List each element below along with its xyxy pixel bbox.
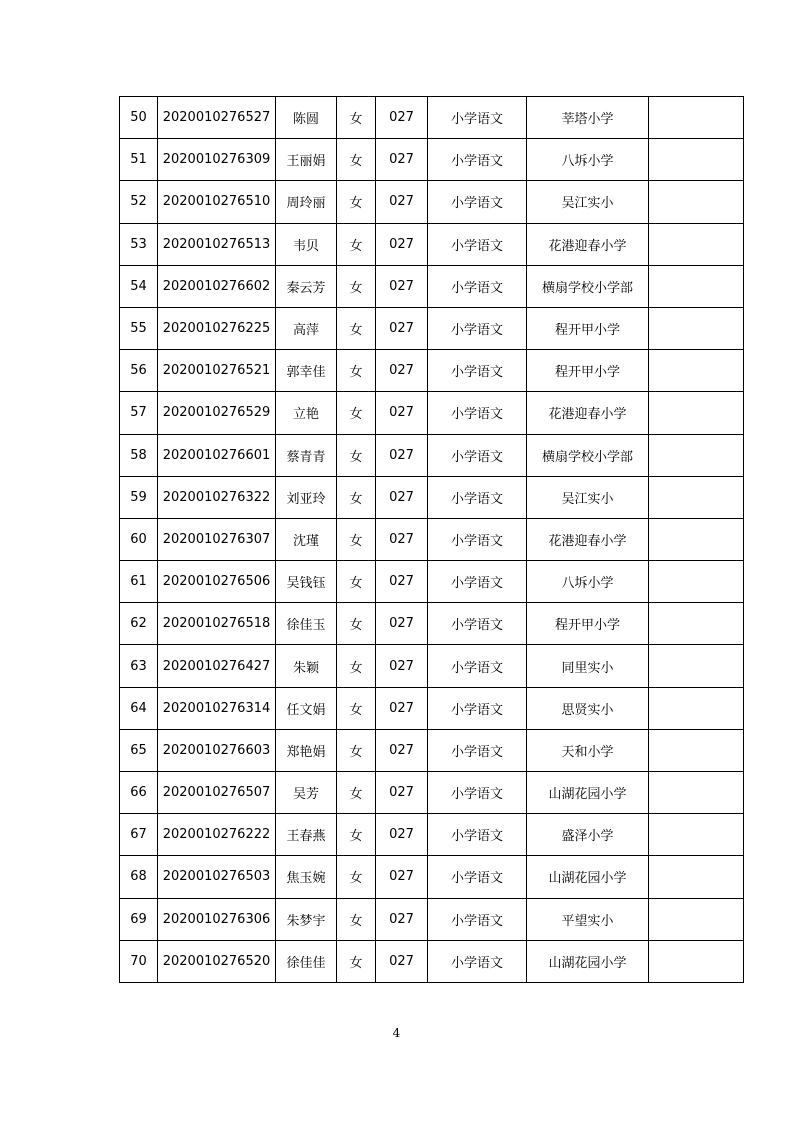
candidate-id-cell: 2020010276527 bbox=[158, 97, 276, 139]
table-row bbox=[120, 603, 744, 645]
school-cell: 八坼小学 bbox=[527, 139, 649, 181]
name-cell: 吴芳 bbox=[276, 772, 337, 814]
table-row bbox=[120, 729, 744, 771]
subject-cell: 小学语文 bbox=[428, 898, 527, 940]
position-code-cell: 027 bbox=[376, 350, 428, 392]
subject-cell: 小学语文 bbox=[428, 223, 527, 265]
position-code-cell: 027 bbox=[376, 223, 428, 265]
gender-cell: 女 bbox=[337, 729, 376, 771]
subject-cell: 小学语文 bbox=[428, 856, 527, 898]
school-cell: 同里实小 bbox=[527, 645, 649, 687]
gender-cell: 女 bbox=[337, 856, 376, 898]
position-code-cell: 027 bbox=[376, 603, 428, 645]
candidate-id-cell: 2020010276602 bbox=[158, 265, 276, 307]
school-cell: 程开甲小学 bbox=[527, 350, 649, 392]
subject-cell: 小学语文 bbox=[428, 687, 527, 729]
position-code-cell: 027 bbox=[376, 687, 428, 729]
position-code-cell: 027 bbox=[376, 265, 428, 307]
school-cell: 花港迎春小学 bbox=[527, 223, 649, 265]
row-number-cell: 64 bbox=[120, 687, 158, 729]
school-cell: 程开甲小学 bbox=[527, 307, 649, 349]
row-number-cell: 59 bbox=[120, 476, 158, 518]
candidate-id-cell: 2020010276520 bbox=[158, 940, 276, 982]
candidate-id-cell: 2020010276603 bbox=[158, 729, 276, 771]
school-cell: 横扇学校小学部 bbox=[527, 434, 649, 476]
school-cell: 天和小学 bbox=[527, 729, 649, 771]
subject-cell: 小学语文 bbox=[428, 729, 527, 771]
remark-cell bbox=[649, 139, 744, 181]
name-cell: 郭幸佳 bbox=[276, 350, 337, 392]
remark-cell bbox=[649, 772, 744, 814]
candidate-id-cell: 2020010276510 bbox=[158, 181, 276, 223]
remark-cell bbox=[649, 856, 744, 898]
row-number-cell: 67 bbox=[120, 814, 158, 856]
roster-body bbox=[120, 97, 744, 983]
remark-cell bbox=[649, 518, 744, 560]
subject-cell: 小学语文 bbox=[428, 476, 527, 518]
gender-cell: 女 bbox=[337, 139, 376, 181]
candidate-id-cell: 2020010276506 bbox=[158, 561, 276, 603]
remark-cell bbox=[649, 729, 744, 771]
remark-cell bbox=[649, 561, 744, 603]
subject-cell: 小学语文 bbox=[428, 97, 527, 139]
table-row bbox=[120, 518, 744, 560]
gender-cell: 女 bbox=[337, 350, 376, 392]
subject-cell: 小学语文 bbox=[428, 139, 527, 181]
row-number-cell: 52 bbox=[120, 181, 158, 223]
school-cell: 吴江实小 bbox=[527, 181, 649, 223]
candidate-id-cell: 2020010276309 bbox=[158, 139, 276, 181]
row-number-cell: 55 bbox=[120, 307, 158, 349]
gender-cell: 女 bbox=[337, 645, 376, 687]
position-code-cell: 027 bbox=[376, 476, 428, 518]
name-cell: 徐佳玉 bbox=[276, 603, 337, 645]
row-number-cell: 56 bbox=[120, 350, 158, 392]
table-row bbox=[120, 687, 744, 729]
school-cell: 莘塔小学 bbox=[527, 97, 649, 139]
row-number-cell: 63 bbox=[120, 645, 158, 687]
row-number-cell: 61 bbox=[120, 561, 158, 603]
remark-cell bbox=[649, 814, 744, 856]
candidate-id-cell: 2020010276507 bbox=[158, 772, 276, 814]
remark-cell bbox=[649, 223, 744, 265]
gender-cell: 女 bbox=[337, 181, 376, 223]
page-number: 4 bbox=[392, 1026, 401, 1040]
name-cell: 周玲丽 bbox=[276, 181, 337, 223]
name-cell: 蔡青青 bbox=[276, 434, 337, 476]
position-code-cell: 027 bbox=[376, 772, 428, 814]
position-code-cell: 027 bbox=[376, 518, 428, 560]
position-code-cell: 027 bbox=[376, 729, 428, 771]
position-code-cell: 027 bbox=[376, 181, 428, 223]
gender-cell: 女 bbox=[337, 97, 376, 139]
gender-cell: 女 bbox=[337, 265, 376, 307]
table-row bbox=[120, 645, 744, 687]
gender-cell: 女 bbox=[337, 434, 376, 476]
gender-cell: 女 bbox=[337, 772, 376, 814]
row-number-cell: 51 bbox=[120, 139, 158, 181]
name-cell: 朱梦宇 bbox=[276, 898, 337, 940]
position-code-cell: 027 bbox=[376, 561, 428, 603]
row-number-cell: 62 bbox=[120, 603, 158, 645]
candidate-id-cell: 2020010276222 bbox=[158, 814, 276, 856]
school-cell: 山湖花园小学 bbox=[527, 856, 649, 898]
position-code-cell: 027 bbox=[376, 97, 428, 139]
table-row bbox=[120, 814, 744, 856]
candidate-id-cell: 2020010276306 bbox=[158, 898, 276, 940]
subject-cell: 小学语文 bbox=[428, 392, 527, 434]
remark-cell bbox=[649, 603, 744, 645]
candidate-id-cell: 2020010276529 bbox=[158, 392, 276, 434]
subject-cell: 小学语文 bbox=[428, 518, 527, 560]
remark-cell bbox=[649, 350, 744, 392]
school-cell: 思贤实小 bbox=[527, 687, 649, 729]
row-number-cell: 58 bbox=[120, 434, 158, 476]
gender-cell: 女 bbox=[337, 603, 376, 645]
school-cell: 花港迎春小学 bbox=[527, 392, 649, 434]
subject-cell: 小学语文 bbox=[428, 603, 527, 645]
name-cell: 朱颖 bbox=[276, 645, 337, 687]
gender-cell: 女 bbox=[337, 518, 376, 560]
row-number-cell: 60 bbox=[120, 518, 158, 560]
roster-table bbox=[119, 96, 744, 983]
remark-cell bbox=[649, 265, 744, 307]
name-cell: 王春燕 bbox=[276, 814, 337, 856]
table-row bbox=[120, 97, 744, 139]
candidate-id-cell: 2020010276225 bbox=[158, 307, 276, 349]
school-cell: 山湖花园小学 bbox=[527, 772, 649, 814]
candidate-id-cell: 2020010276322 bbox=[158, 476, 276, 518]
school-cell: 平望实小 bbox=[527, 898, 649, 940]
name-cell: 焦玉婉 bbox=[276, 856, 337, 898]
table-row bbox=[120, 940, 744, 982]
position-code-cell: 027 bbox=[376, 645, 428, 687]
row-number-cell: 66 bbox=[120, 772, 158, 814]
name-cell: 立艳 bbox=[276, 392, 337, 434]
table-row bbox=[120, 223, 744, 265]
table-row bbox=[120, 139, 744, 181]
remark-cell bbox=[649, 434, 744, 476]
row-number-cell: 50 bbox=[120, 97, 158, 139]
position-code-cell: 027 bbox=[376, 898, 428, 940]
name-cell: 徐佳佳 bbox=[276, 940, 337, 982]
subject-cell: 小学语文 bbox=[428, 307, 527, 349]
position-code-cell: 027 bbox=[376, 139, 428, 181]
position-code-cell: 027 bbox=[376, 392, 428, 434]
candidate-id-cell: 2020010276427 bbox=[158, 645, 276, 687]
subject-cell: 小学语文 bbox=[428, 940, 527, 982]
row-number-cell: 70 bbox=[120, 940, 158, 982]
school-cell: 横扇学校小学部 bbox=[527, 265, 649, 307]
position-code-cell: 027 bbox=[376, 307, 428, 349]
name-cell: 陈圆 bbox=[276, 97, 337, 139]
remark-cell bbox=[649, 97, 744, 139]
candidate-id-cell: 2020010276518 bbox=[158, 603, 276, 645]
gender-cell: 女 bbox=[337, 687, 376, 729]
candidate-id-cell: 2020010276503 bbox=[158, 856, 276, 898]
table-row bbox=[120, 392, 744, 434]
subject-cell: 小学语文 bbox=[428, 645, 527, 687]
remark-cell bbox=[649, 181, 744, 223]
gender-cell: 女 bbox=[337, 940, 376, 982]
subject-cell: 小学语文 bbox=[428, 350, 527, 392]
row-number-cell: 54 bbox=[120, 265, 158, 307]
table-row bbox=[120, 898, 744, 940]
name-cell: 任文娟 bbox=[276, 687, 337, 729]
candidate-id-cell: 2020010276521 bbox=[158, 350, 276, 392]
name-cell: 韦贝 bbox=[276, 223, 337, 265]
position-code-cell: 027 bbox=[376, 940, 428, 982]
remark-cell bbox=[649, 392, 744, 434]
name-cell: 郑艳娟 bbox=[276, 729, 337, 771]
table-row bbox=[120, 856, 744, 898]
school-cell: 盛泽小学 bbox=[527, 814, 649, 856]
row-number-cell: 53 bbox=[120, 223, 158, 265]
subject-cell: 小学语文 bbox=[428, 561, 527, 603]
candidate-id-cell: 2020010276307 bbox=[158, 518, 276, 560]
remark-cell bbox=[649, 898, 744, 940]
gender-cell: 女 bbox=[337, 392, 376, 434]
candidate-id-cell: 2020010276314 bbox=[158, 687, 276, 729]
table-row bbox=[120, 265, 744, 307]
table-row bbox=[120, 476, 744, 518]
name-cell: 高萍 bbox=[276, 307, 337, 349]
table-row bbox=[120, 350, 744, 392]
row-number-cell: 57 bbox=[120, 392, 158, 434]
school-cell: 花港迎春小学 bbox=[527, 518, 649, 560]
name-cell: 刘亚玲 bbox=[276, 476, 337, 518]
subject-cell: 小学语文 bbox=[428, 814, 527, 856]
candidate-id-cell: 2020010276601 bbox=[158, 434, 276, 476]
row-number-cell: 68 bbox=[120, 856, 158, 898]
remark-cell bbox=[649, 307, 744, 349]
candidate-id-cell: 2020010276513 bbox=[158, 223, 276, 265]
subject-cell: 小学语文 bbox=[428, 434, 527, 476]
remark-cell bbox=[649, 940, 744, 982]
subject-cell: 小学语文 bbox=[428, 181, 527, 223]
school-cell: 八坼小学 bbox=[527, 561, 649, 603]
gender-cell: 女 bbox=[337, 223, 376, 265]
subject-cell: 小学语文 bbox=[428, 772, 527, 814]
table-row bbox=[120, 561, 744, 603]
position-code-cell: 027 bbox=[376, 856, 428, 898]
row-number-cell: 69 bbox=[120, 898, 158, 940]
gender-cell: 女 bbox=[337, 476, 376, 518]
school-cell: 山湖花园小学 bbox=[527, 940, 649, 982]
name-cell: 王丽娟 bbox=[276, 139, 337, 181]
name-cell: 沈瑾 bbox=[276, 518, 337, 560]
table-row bbox=[120, 772, 744, 814]
remark-cell bbox=[649, 645, 744, 687]
gender-cell: 女 bbox=[337, 307, 376, 349]
subject-cell: 小学语文 bbox=[428, 265, 527, 307]
school-cell: 程开甲小学 bbox=[527, 603, 649, 645]
gender-cell: 女 bbox=[337, 898, 376, 940]
name-cell: 秦云芳 bbox=[276, 265, 337, 307]
gender-cell: 女 bbox=[337, 814, 376, 856]
school-cell: 吴江实小 bbox=[527, 476, 649, 518]
table-row bbox=[120, 307, 744, 349]
remark-cell bbox=[649, 476, 744, 518]
position-code-cell: 027 bbox=[376, 434, 428, 476]
position-code-cell: 027 bbox=[376, 814, 428, 856]
table-row bbox=[120, 181, 744, 223]
table-row bbox=[120, 434, 744, 476]
row-number-cell: 65 bbox=[120, 729, 158, 771]
name-cell: 吴钱钰 bbox=[276, 561, 337, 603]
gender-cell: 女 bbox=[337, 561, 376, 603]
remark-cell bbox=[649, 687, 744, 729]
